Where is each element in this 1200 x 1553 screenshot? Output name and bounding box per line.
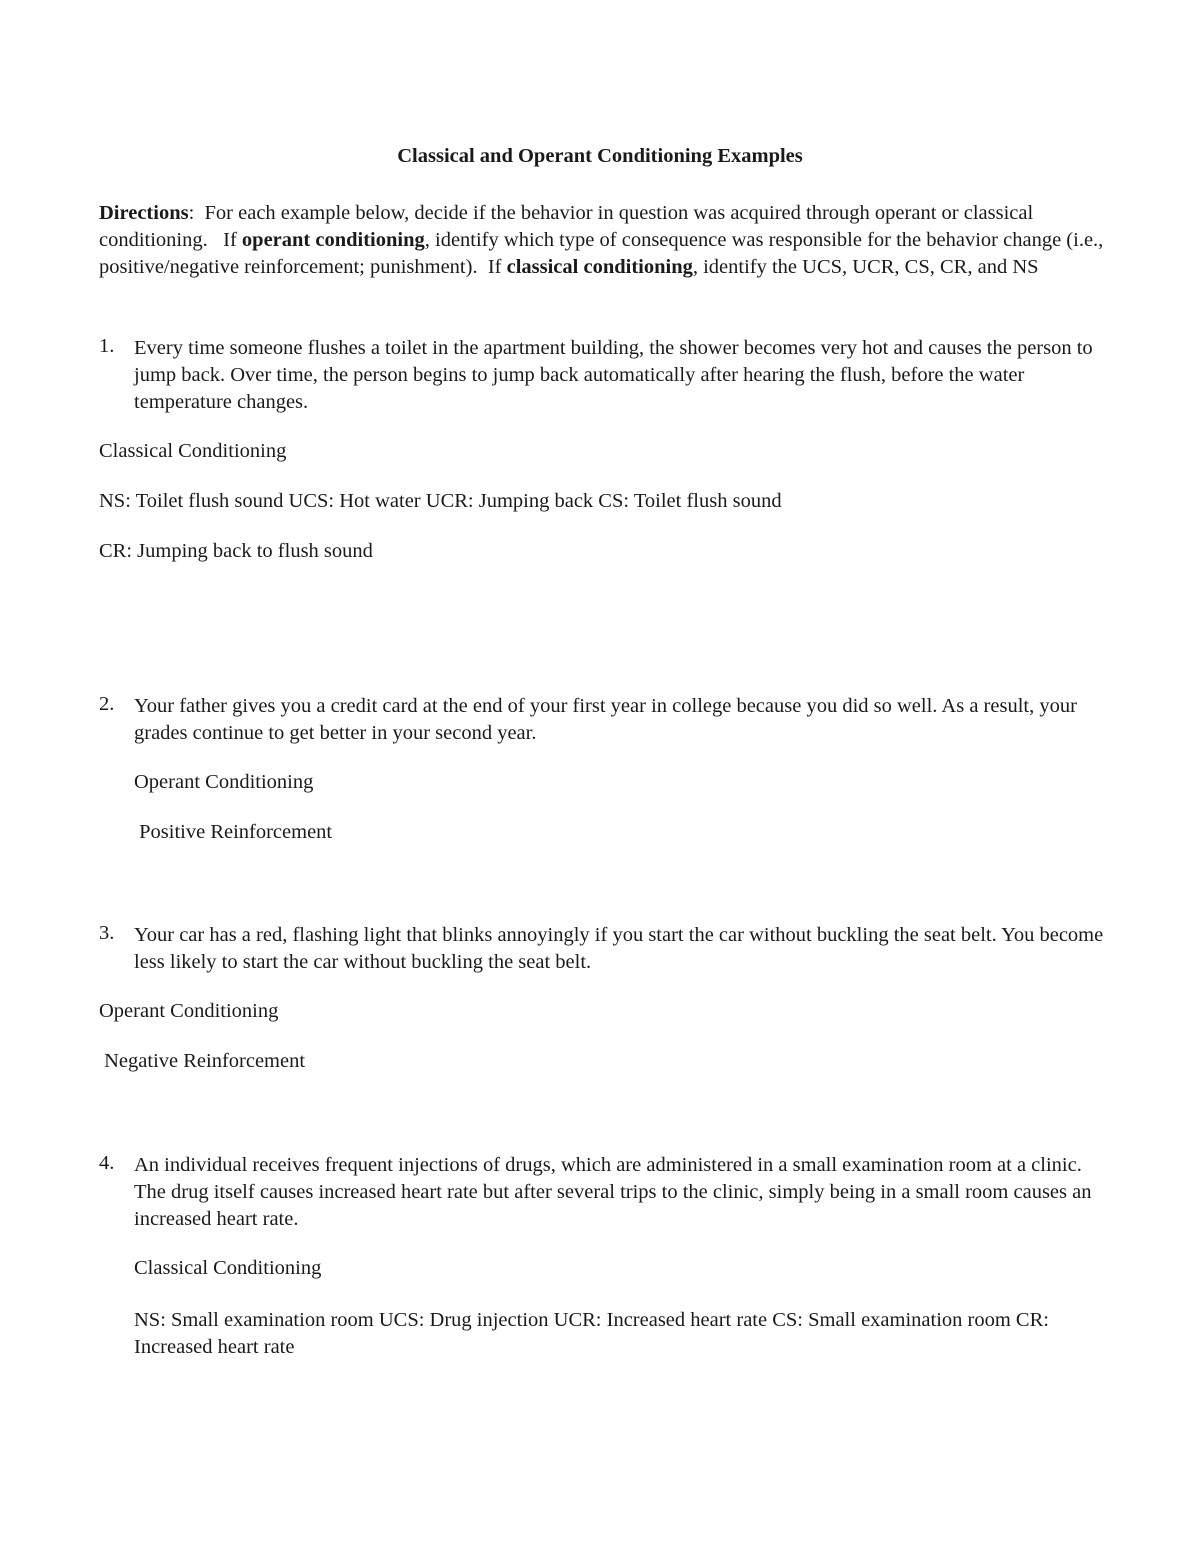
item-1-answer-type: Classical Conditioning xyxy=(99,440,287,462)
item-3-answer-type: Operant Conditioning xyxy=(99,1000,279,1022)
item-2-answer-type: Operant Conditioning xyxy=(134,771,314,793)
item-2-number: 2. xyxy=(99,693,115,715)
directions-bold-operant: operant conditioning xyxy=(241,229,425,251)
directions-label: Directions xyxy=(99,202,189,224)
item-1-answer-line-2: CR: Jumping back to flush sound xyxy=(99,540,373,562)
item-4-answer-line-1: NS: Small examination room UCS: Drug injection UCR: Increased heart rate CS: Small examination room CR: Increased heart rate xyxy=(134,1309,1049,1358)
directions-text-1: For each example below, decide if the behavior in question was acquired through operant or classical conditioning. If xyxy=(99,202,1039,251)
item-1-answer-line-1: NS: Toilet flush sound UCS: Hot water UCR: Jumping back CS: Toilet flush sound xyxy=(99,490,782,512)
item-3-answer-line-1: Negative Reinforcement xyxy=(99,1050,306,1072)
item-2-answer-line-1: Positive Reinforcement xyxy=(134,821,333,843)
item-4-text: An individual receives frequent injections of drugs, which are administered in a small examination room at a clinic. The drug itself causes increased heart rate but after several trips to the clinic, simply being in a small room causes an increased heart rate. xyxy=(134,1154,1092,1230)
item-2-text: Your father gives you a credit card at the end of your first year in college because you did so well. As a result, your grades continue to get better in your second year. xyxy=(134,695,1077,744)
item-3-number: 3. xyxy=(99,922,115,944)
item-1-text: Every time someone flushes a toilet in the apartment building, the shower becomes very hot and causes the person to jump back. Over time, the person begins to jump back automatically after hearing the flush, before the water temperature changes. xyxy=(134,337,1093,413)
item-4-number: 4. xyxy=(99,1152,115,1174)
directions-bold-classical: classical conditioning xyxy=(506,256,693,278)
directions-text-2: , identify which type of consequence was responsible for the behavior change (i.e., positive/negative reinforcement; punishment). If xyxy=(99,229,1109,278)
item-3-text: Your car has a red, flashing light that blinks annoyingly if you start the car without buckling the seat belt. You become less likely to start the car without buckling the seat belt. xyxy=(134,924,1104,973)
item-1-number: 1. xyxy=(99,335,115,357)
page-title: Classical and Operant Conditioning Examples xyxy=(397,145,803,167)
directions-text-3: , identify the UCS, UCR, CS, CR, and NS xyxy=(692,256,1039,278)
directions-colon: : xyxy=(188,202,195,224)
item-4-answer-type: Classical Conditioning xyxy=(134,1257,322,1279)
directions-paragraph xyxy=(99,200,1109,281)
